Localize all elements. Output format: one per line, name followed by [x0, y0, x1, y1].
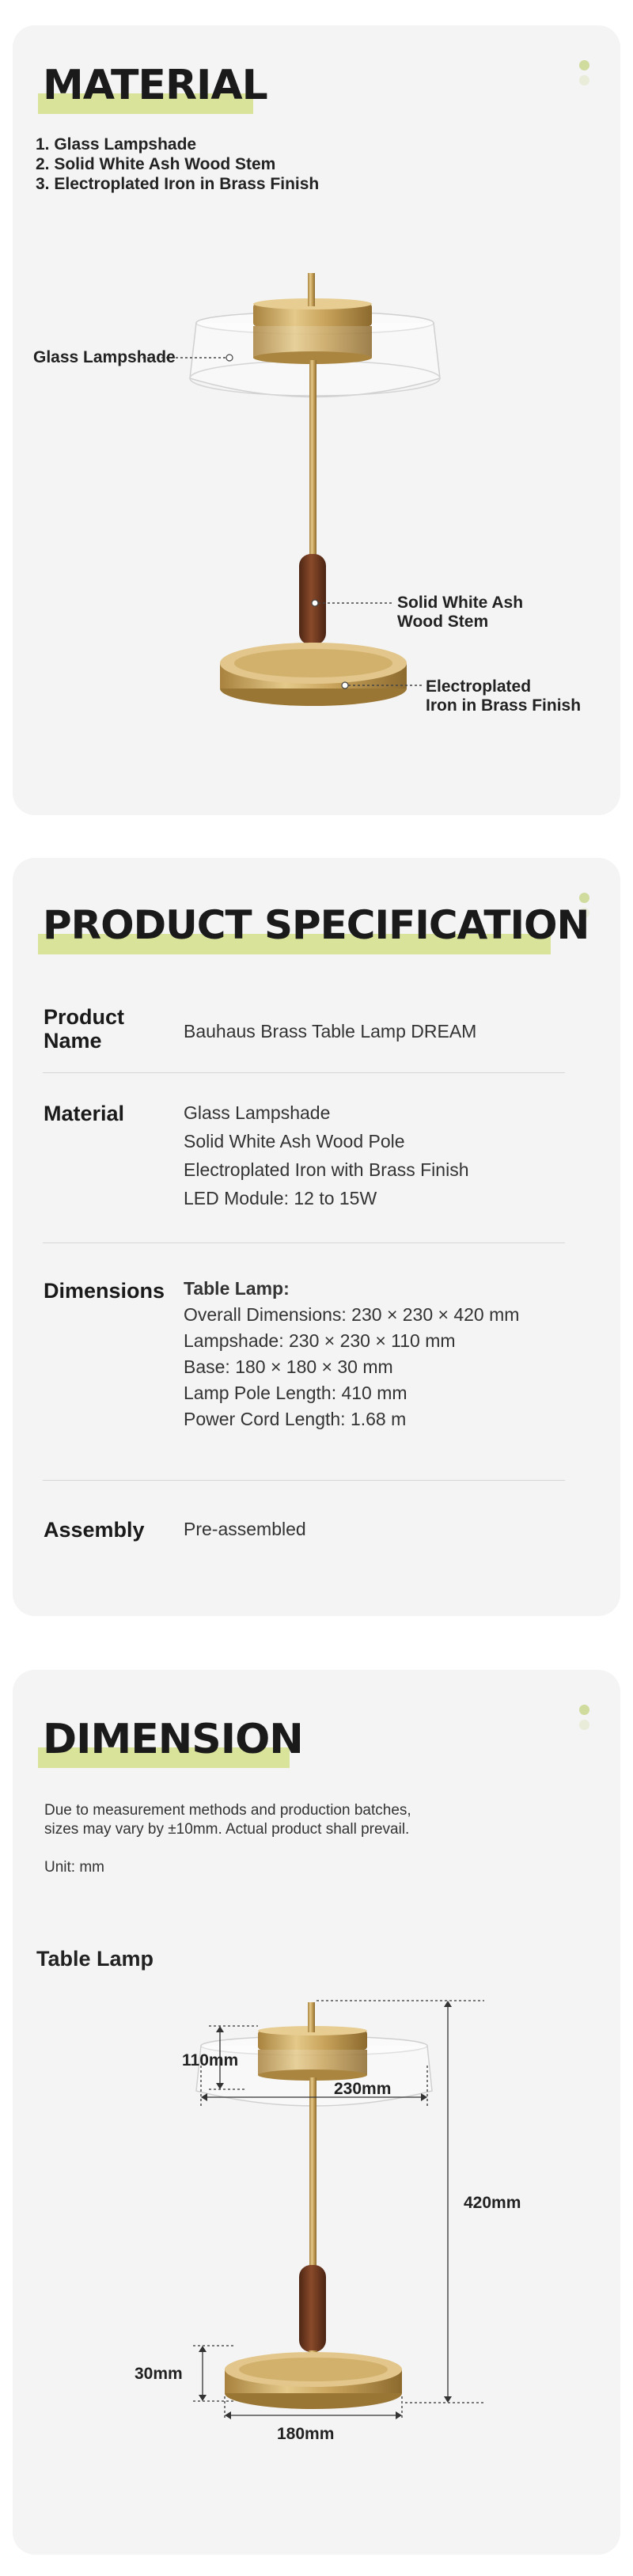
material-label: Material	[44, 1102, 125, 1125]
dimension-title: DIMENSION	[43, 1716, 303, 1763]
shade-height-label: 110mm	[182, 2051, 239, 2070]
product-name-label: Product Name	[44, 1005, 125, 1053]
lamp-dimension-diagram	[0, 1994, 633, 2445]
unit-label: Unit: mm	[44, 1859, 104, 1876]
dimensions-values: Table Lamp: Overall Dimensions: 230 × 230 × 420 mm Lampshade: 230 × 230 × 110 mm Base: 180 × 180 × 30 mm Lamp Pole Length: 410 mm Power Cord Length: 1.68 m	[184, 1278, 520, 1429]
divider	[43, 1242, 565, 1243]
callout-electroplated-iron: Electroplated Iron in Brass Finish	[426, 677, 582, 715]
material-values: Glass Lampshade Solid White Ash Wood Pole Electroplated Iron with Brass Finish LED Module: 12 to 15W	[184, 1102, 469, 1208]
dimensions-label: Dimensions	[44, 1279, 165, 1303]
spec-card	[13, 858, 620, 1616]
decorative-dots	[579, 1705, 590, 1735]
base-height-label: 30mm	[135, 2365, 183, 2383]
material-list-item: 3. Electroplated Iron in Brass Finish	[36, 175, 320, 193]
lamp-material-illustration	[0, 261, 633, 728]
spec-title: PRODUCT SPECIFICATION	[43, 902, 589, 948]
assembly-label: Assembly	[44, 1518, 145, 1542]
table-lamp-subtitle: Table Lamp	[36, 1947, 154, 1971]
product-name-value: Bauhaus Brass Table Lamp DREAM	[184, 1021, 477, 1041]
material-list-item: 1. Glass Lampshade	[36, 135, 197, 154]
material-list-item: 2. Solid White Ash Wood Stem	[36, 155, 276, 173]
callout-wood-stem: Solid White Ash Wood Stem	[397, 594, 524, 631]
material-title: MATERIAL	[43, 62, 267, 109]
callout-glass-lampshade: Glass Lampshade	[33, 348, 176, 366]
assembly-value: Pre-assembled	[184, 1519, 306, 1539]
total-height-label: 420mm	[464, 2194, 521, 2212]
divider	[43, 1480, 565, 1481]
divider	[43, 1072, 565, 1073]
base-width-label: 180mm	[277, 2425, 335, 2443]
dimension-note: Due to measurement methods and production batches, sizes may vary by ±10mm. Actual product shall prevail.	[44, 1802, 411, 1838]
decorative-dots	[579, 60, 590, 90]
shade-width-label: 230mm	[334, 2080, 392, 2098]
material-list	[36, 135, 319, 194]
